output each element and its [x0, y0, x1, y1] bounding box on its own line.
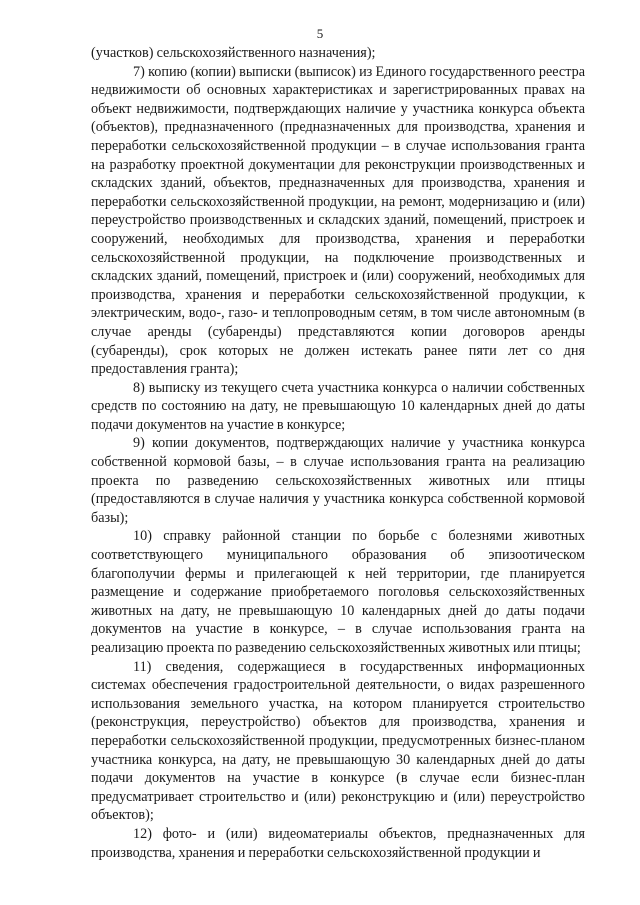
paragraph-item-7: 7) копию (копии) выписки (выписок) из Единого государственного реестра недвижимости об основных характеристиках и зарегистрированных правах на объект недвижимости, подтверждающих наличие у участника конкурса объекта (объектов), предназначенного (предназначенных для производства, хранения и переработки сельскохозяйственной продукции – в случае использования гранта на разработку проектной документации для реконструкции производственных и складских зданий, объектов, предназначенных для производства, хранения и переработки сельскохозяйственной продукции, на ремонт, модернизацию и (или) переустройство производственных и складских зданий, помещений, пристроек и сооружений, необходимых для производства, хранения и переработки сельскохозяйственной продукции, на подключение производственных и складских зданий, помещений, пристроек и (или) сооружений, необходимых для производства, хранения и переработки сельскохозяйственной продукции, к электрическим, водо-, газо- и теплопроводным сетям, в том числе автономным (в случае аренды (субаренды) представляются копии договоров аренды (субаренды), срок которых не должен истекать ранее пяти лет со дня предоставления гранта);	[91, 63, 585, 378]
paragraph-item-9: 9) копии документов, подтверждающих наличие у участника конкурса собственной кормовой базы, – в случае использования гранта на реализацию проекта по разведению сельскохозяйственных животных или птицы (предоставляются в случае наличия у участника конкурса собственной кормовой базы);	[91, 435, 585, 526]
paragraph-item-11: 11) сведения, содержащиеся в государственных информационных системах обеспечения градостроительной деятельности, о видах разрешенного использования земельного участка, на котором планируется строительство (реконструкция, переустройство) объектов для производства, хранения и переработки сельскохозяйственной продукции, предусмотренных бизнес-планом участника конкурса, на дату, не превышающую 30 календарных дней до даты подачи документов на участие в конкурсе (в случае если бизнес-план предусматривает строительство и (или) реконструкцию и (или) переустройство объектов);	[91, 658, 585, 824]
paragraph-item-10: 10) справку районной станции по борьбе с болезнями животных соответствующего муниципального образования об эпизоотическом благополучии фермы и прилегающей к ней территории, где планируется размещение и содержание приобретаемого поголовья сельскохозяйственных животных на дату, не превышающую 10 календарных дней до даты подачи документов на участие в конкурсе, – в случае использования гранта на реализацию проекта по разведению сельскохозяйственных животных или птицы;	[91, 528, 585, 656]
page-number: 5	[316, 26, 324, 41]
paragraph-item-8: 8) выписку из текущего счета участника конкурса о наличии собственных средств по состоянию на дату, не превышающую 10 календарных дней до даты подачи документов на участие в конкурсе;	[91, 379, 585, 433]
paragraph-continuation: (участков) сельскохозяйственного назначения);	[91, 45, 376, 61]
paragraph-item-12: 12) фото- и (или) видеоматериалы объектов, предназначенных для производства, хранения и переработки сельскохозяйственной продукции и	[91, 825, 585, 861]
document-body	[91, 44, 585, 862]
